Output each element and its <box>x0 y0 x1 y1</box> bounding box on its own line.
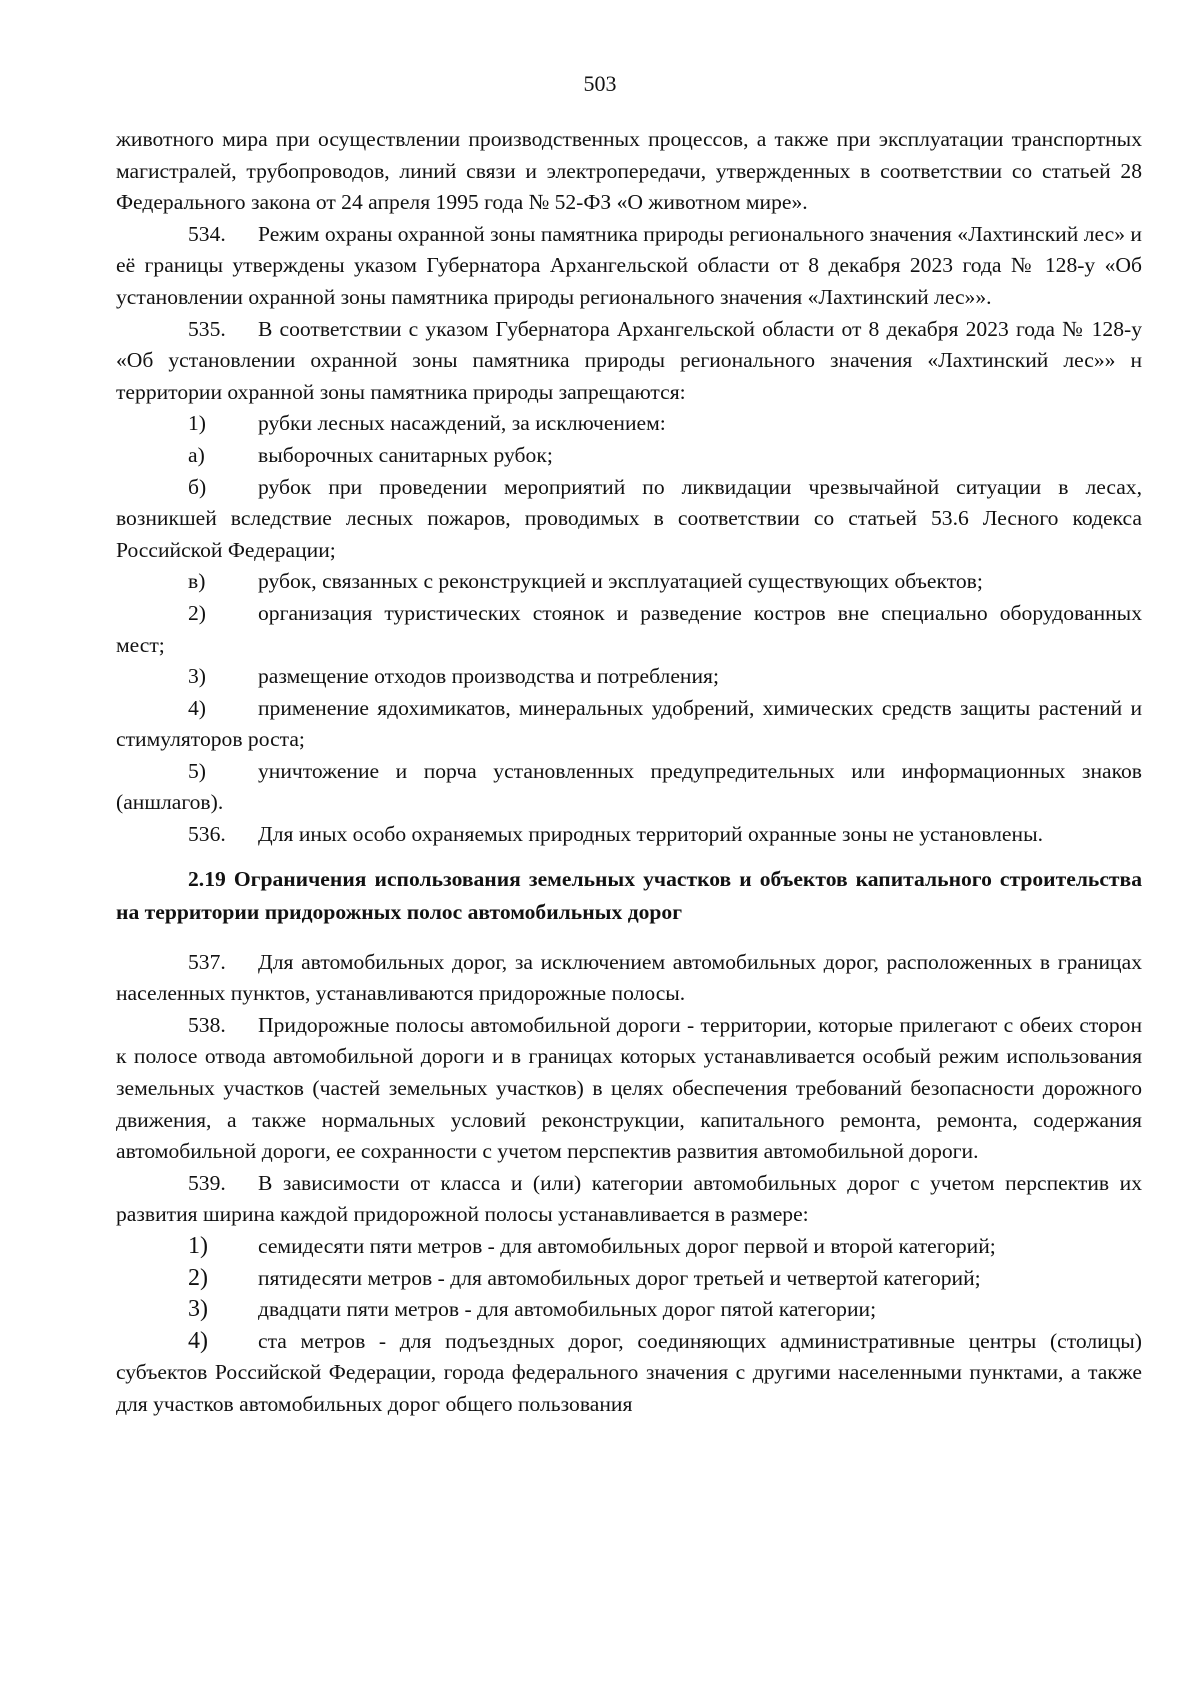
list-item <box>116 566 1142 598</box>
paragraph-538 <box>116 1010 1142 1168</box>
list-item-text: рубок при проведении мероприятий по ликвидации чрезвычайной ситуации в лесах, возникшей вследствие лесных пожаров, проводимых в соответствии со статьей 53.6 Лесного кодекса Российской Федерации; <box>116 474 1142 562</box>
list-item-text: пятидесяти метров - для автомобильных дорог третьей и четвертой категорий; <box>258 1265 981 1290</box>
paragraph-text: Режим охраны охранной зоны памятника природы регионального значения «Лахтинский лес» и её границы утверждены указом Губернатора Архангельской области от 8 декабря 2023 года № 128-у «Об установлении охранной зоны памятника природы регионального значения «Лахтинский лес»». <box>116 221 1142 309</box>
list-item-text: организация туристических стоянок и разведение костров вне специально оборудованных мест; <box>116 600 1142 657</box>
list-marker: 5) <box>188 758 206 783</box>
list-marker: 2) <box>188 1264 208 1291</box>
list-item <box>116 408 1142 440</box>
document-body <box>116 124 1142 1421</box>
list-marker: б) <box>188 474 207 499</box>
list-item <box>116 1231 1142 1263</box>
paragraph-number: 538. <box>188 1012 226 1037</box>
paragraph-number: 535. <box>188 316 226 341</box>
list-marker: 3) <box>188 664 206 689</box>
list-marker: 4) <box>188 695 206 720</box>
page-number: 503 <box>583 71 617 96</box>
paragraph-number: 537. <box>188 949 226 974</box>
list-item <box>116 693 1142 756</box>
paragraph-number: 534. <box>188 221 226 246</box>
list-marker: 1) <box>188 411 206 436</box>
paragraph-534 <box>116 219 1142 314</box>
paragraph-535 <box>116 314 1142 409</box>
list-item <box>116 756 1142 819</box>
paragraph-text: В зависимости от класса и (или) категории автомобильных дорог с учетом перспектив их развития ширина каждой придорожной полосы устанавливается в размере: <box>116 1170 1142 1227</box>
list-item-text: рубок, связанных с реконструкцией и эксплуатацией существующих объектов; <box>258 569 983 594</box>
list-item <box>116 1263 1142 1295</box>
list-marker: а) <box>188 442 205 467</box>
list-item <box>116 1294 1142 1326</box>
paragraph-text: Для иных особо охраняемых природных территорий охранные зоны не установлены. <box>258 822 1043 847</box>
list-item-text: выборочных санитарных рубок; <box>258 442 553 467</box>
list-item <box>116 661 1142 693</box>
paragraph-number: 536. <box>188 822 226 847</box>
list-item <box>116 1326 1142 1421</box>
list-item-text: применение ядохимикатов, минеральных удобрений, химических средств защиты растений и стимуляторов роста; <box>116 695 1142 752</box>
paragraph-text: В соответствии с указом Губернатора Архангельской области от 8 декабря 2023 года № 128-у «Об установлении охранной зоны памятника природы регионального значения «Лахтинский лес»» н территории охранной зоны памятника природы запрещаются: <box>116 316 1142 404</box>
list-item-text: рубки лесных насаждений, за исключением: <box>258 411 666 436</box>
list-marker: 4) <box>188 1327 208 1354</box>
paragraph-536 <box>116 819 1142 851</box>
paragraph-539 <box>116 1168 1142 1231</box>
list-item-text: ста метров - для подъездных дорог, соединяющих административные центры (столицы) субъектов Российской Федерации, города федерального значения с другими населенными пунктами, а также для участков автомобильных дорог общего пользования <box>116 1328 1142 1416</box>
paragraph-text: Для автомобильных дорог, за исключением автомобильных дорог, расположенных в границах населенных пунктов, устанавливаются придорожные полосы. <box>116 949 1142 1006</box>
list-item-text: размещение отходов производства и потребления; <box>258 664 719 689</box>
list-marker: 3) <box>188 1296 208 1323</box>
intro-paragraph: животного мира при осуществлении производственных процессов, а также при эксплуатации транспортных магистралей, трубопроводов, линий связи и электропередачи, утвержденных в соответствии со статьей 28 Федерального закона от 24 апреля 1995 года № 52-ФЗ «О животном мире». <box>116 127 1142 215</box>
list-marker: 1) <box>188 1233 208 1259</box>
list-item <box>116 598 1142 661</box>
list-item-text: семидесяти пяти метров - для автомобильных дорог первой и второй категорий; <box>258 1234 996 1258</box>
list-marker: в) <box>188 569 206 594</box>
list-marker: 2) <box>188 600 206 625</box>
paragraph-number: 539. <box>188 1170 226 1195</box>
list-item-text: двадцати пяти метров - для автомобильных дорог пятой категории; <box>258 1297 877 1322</box>
list-item <box>116 472 1142 567</box>
list-item <box>116 440 1142 472</box>
section-heading: 2.19 Ограничения использования земельных участков и объектов капитального строительства на территории придорожных полос автомобильных дорог <box>116 866 1142 924</box>
paragraph-537 <box>116 947 1142 1010</box>
paragraph-text: Придорожные полосы автомобильной дороги - территории, которые прилегают с обеих сторон к полосе отвода автомобильной дороги и в границах которых устанавливается особый режим использования земельных участков (частей земельных участков) в целях обеспечения требований безопасности дорожного движения, а также нормальных условий реконструкции, капитального ремонта, ремонта, содержания автомобильной дороги, ее сохранности с учетом перспектив развития автомобильной дороги. <box>116 1012 1142 1164</box>
list-item-text: уничтожение и порча установленных предупредительных или информационных знаков (аншлагов). <box>116 758 1142 815</box>
